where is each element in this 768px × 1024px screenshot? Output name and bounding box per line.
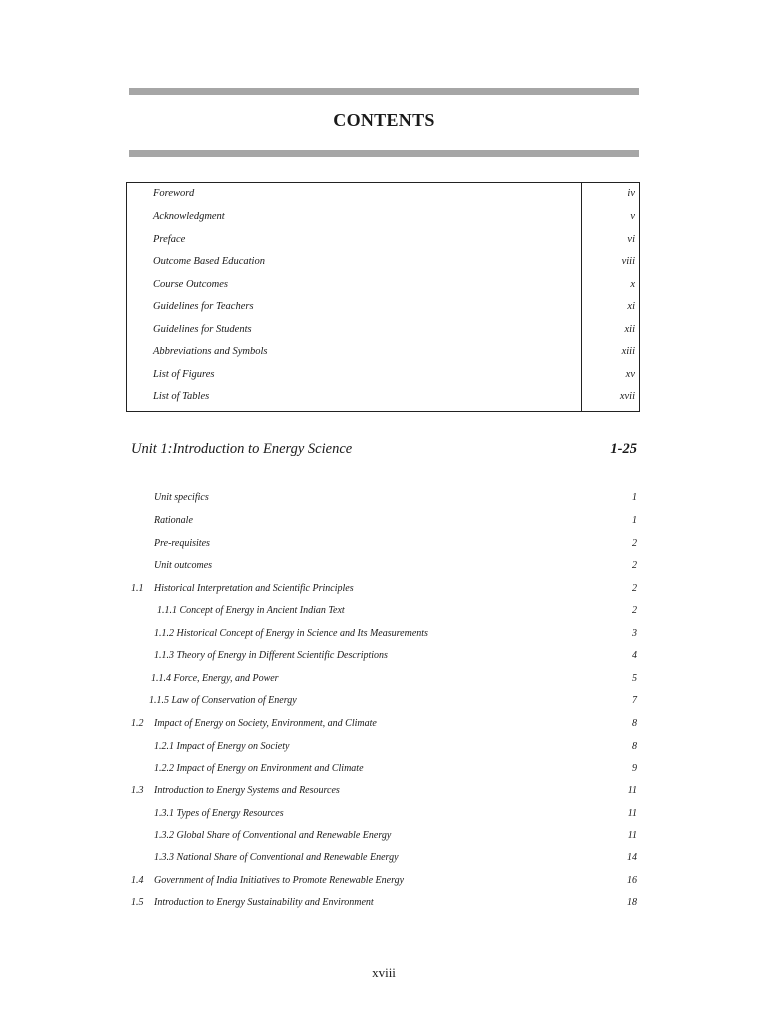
toc-entry-number: 1.2: [131, 718, 144, 729]
toc-entry-label: 1.3.2 Global Share of Conventional and Renewable Energy: [154, 830, 392, 841]
front-matter-label: Guidelines for Students: [153, 324, 252, 335]
front-matter-page: x: [630, 279, 635, 290]
toc-entry[interactable]: [131, 808, 637, 828]
toc-entry-page: 8: [632, 718, 637, 729]
toc-entry[interactable]: [131, 695, 637, 715]
toc-entry-label: Rationale: [154, 515, 193, 526]
toc-entry-page: 2: [632, 605, 637, 616]
toc-entry-page: 2: [632, 560, 637, 571]
front-matter-row[interactable]: [127, 366, 639, 388]
toc-entry-label: 1.1.5 Law of Conservation of Energy: [149, 695, 297, 706]
front-matter-page: viii: [621, 256, 635, 267]
front-matter-row[interactable]: [127, 208, 639, 230]
toc-entry[interactable]: [131, 492, 637, 512]
toc-entry-label: 1.2.1 Impact of Energy on Society: [154, 741, 290, 752]
page-number: xviii: [372, 965, 396, 980]
toc-entry-label: 1.1.3 Theory of Energy in Different Scientific Descriptions: [154, 650, 388, 661]
top-rule: [129, 88, 639, 95]
front-matter-row[interactable]: [127, 298, 639, 320]
toc-entry-page: 16: [627, 875, 637, 886]
toc-entry[interactable]: [131, 718, 637, 738]
toc-entry-label: 1.2.2 Impact of Energy on Environment and Climate: [154, 763, 364, 774]
front-matter-label: List of Figures: [153, 369, 215, 380]
front-matter-label: Guidelines for Teachers: [153, 301, 254, 312]
front-matter-row[interactable]: [127, 231, 639, 253]
front-matter-row[interactable]: [127, 276, 639, 298]
toc-entry[interactable]: [131, 875, 637, 895]
front-matter-page: vi: [627, 234, 635, 245]
toc-entry-number: 1.4: [131, 875, 144, 886]
front-matter-label: Course Outcomes: [153, 279, 228, 290]
front-matter-page: xiii: [621, 346, 635, 357]
toc-entry[interactable]: [131, 741, 637, 761]
toc-entry-page: 11: [627, 830, 637, 841]
front-matter-row[interactable]: [127, 388, 639, 410]
front-matter-label: Outcome Based Education: [153, 256, 265, 267]
toc-entry-page: 3: [632, 628, 637, 639]
toc-entry-page: 18: [627, 897, 637, 908]
unit-title: Unit 1:Introduction to Energy Science: [131, 441, 353, 457]
front-matter-page: xv: [625, 369, 635, 380]
toc-entry-label: 1.3.1 Types of Energy Resources: [154, 808, 284, 819]
toc-entry-label: 1.1.4 Force, Energy, and Power: [151, 673, 279, 684]
toc-entry-number: 1.5: [131, 897, 144, 908]
toc-entry[interactable]: [131, 830, 637, 850]
page-title: CONTENTS: [333, 110, 435, 130]
toc-entry-page: 1: [632, 492, 637, 503]
toc-entry-page: 7: [632, 695, 637, 706]
toc-entry-label: Historical Interpretation and Scientific Principles: [154, 583, 354, 594]
toc-entry-page: 4: [632, 650, 637, 661]
toc-entry[interactable]: [131, 785, 637, 805]
front-matter-page: xvii: [619, 391, 635, 402]
toc-entry-number: 1.1: [131, 583, 144, 594]
front-matter-label: Preface: [153, 234, 186, 245]
unit-page-range: 1-25: [610, 441, 637, 457]
toc-entry-label: Unit specifics: [154, 492, 209, 503]
toc-entry-label: Introduction to Energy Systems and Resources: [154, 785, 340, 796]
toc-entry-page: 5: [632, 673, 637, 684]
front-matter-row[interactable]: [127, 185, 639, 207]
toc-entry[interactable]: [131, 763, 637, 783]
toc-entry-page: 8: [632, 741, 637, 752]
toc-entry[interactable]: [131, 628, 637, 648]
unit-heading[interactable]: [131, 441, 637, 458]
toc-entry-page: 2: [632, 538, 637, 549]
toc-entry-label: 1.3.3 National Share of Conventional and Renewable Energy: [154, 852, 399, 863]
front-matter-page: iv: [627, 188, 635, 199]
toc-entry-label: Impact of Energy on Society, Environment, and Climate: [154, 718, 377, 729]
toc-entry[interactable]: [131, 605, 637, 625]
toc-entry-page: 1: [632, 515, 637, 526]
toc-entry-label: 1.1.1 Concept of Energy in Ancient Indian Text: [157, 605, 345, 616]
front-matter-label: Abbreviations and Symbols: [153, 346, 268, 357]
toc-entry[interactable]: [131, 583, 637, 603]
toc-entry[interactable]: [131, 673, 637, 693]
front-matter-row[interactable]: [127, 343, 639, 365]
front-matter-row[interactable]: [127, 321, 639, 343]
front-matter-page: xi: [627, 301, 635, 312]
toc-entry-page: 11: [627, 785, 637, 796]
front-matter-label: Acknowledgment: [153, 211, 225, 222]
toc-entry-page: 11: [627, 808, 637, 819]
toc-entry-label: Pre-requisites: [154, 538, 210, 549]
title-underline-rule: [129, 150, 639, 157]
toc-entry[interactable]: [131, 560, 637, 580]
front-matter-page: xii: [624, 324, 635, 335]
front-matter-label: List of Tables: [153, 391, 210, 402]
toc-entry[interactable]: [131, 897, 637, 917]
toc-entry-page: 9: [632, 763, 637, 774]
toc-entry-page: 2: [632, 583, 637, 594]
toc-entry[interactable]: [131, 515, 637, 535]
toc-entry[interactable]: [131, 538, 637, 558]
toc-entry-label: Government of India Initiatives to Promote Renewable Energy: [154, 875, 405, 886]
front-matter-page: v: [630, 211, 635, 222]
toc-entry-label: Unit outcomes: [154, 560, 213, 571]
front-matter-row[interactable]: [127, 253, 639, 275]
toc-entry-number: 1.3: [131, 785, 144, 796]
front-matter-table: [126, 182, 640, 412]
toc-entry-label: 1.1.2 Historical Concept of Energy in Science and Its Measurements: [154, 628, 428, 639]
toc-entry[interactable]: [131, 852, 637, 872]
toc-entry-page: 14: [627, 852, 637, 863]
front-matter-label: Foreword: [153, 188, 195, 199]
toc-entry-label: Introduction to Energy Sustainability and Environment: [154, 897, 374, 908]
toc-entry[interactable]: [131, 650, 637, 670]
